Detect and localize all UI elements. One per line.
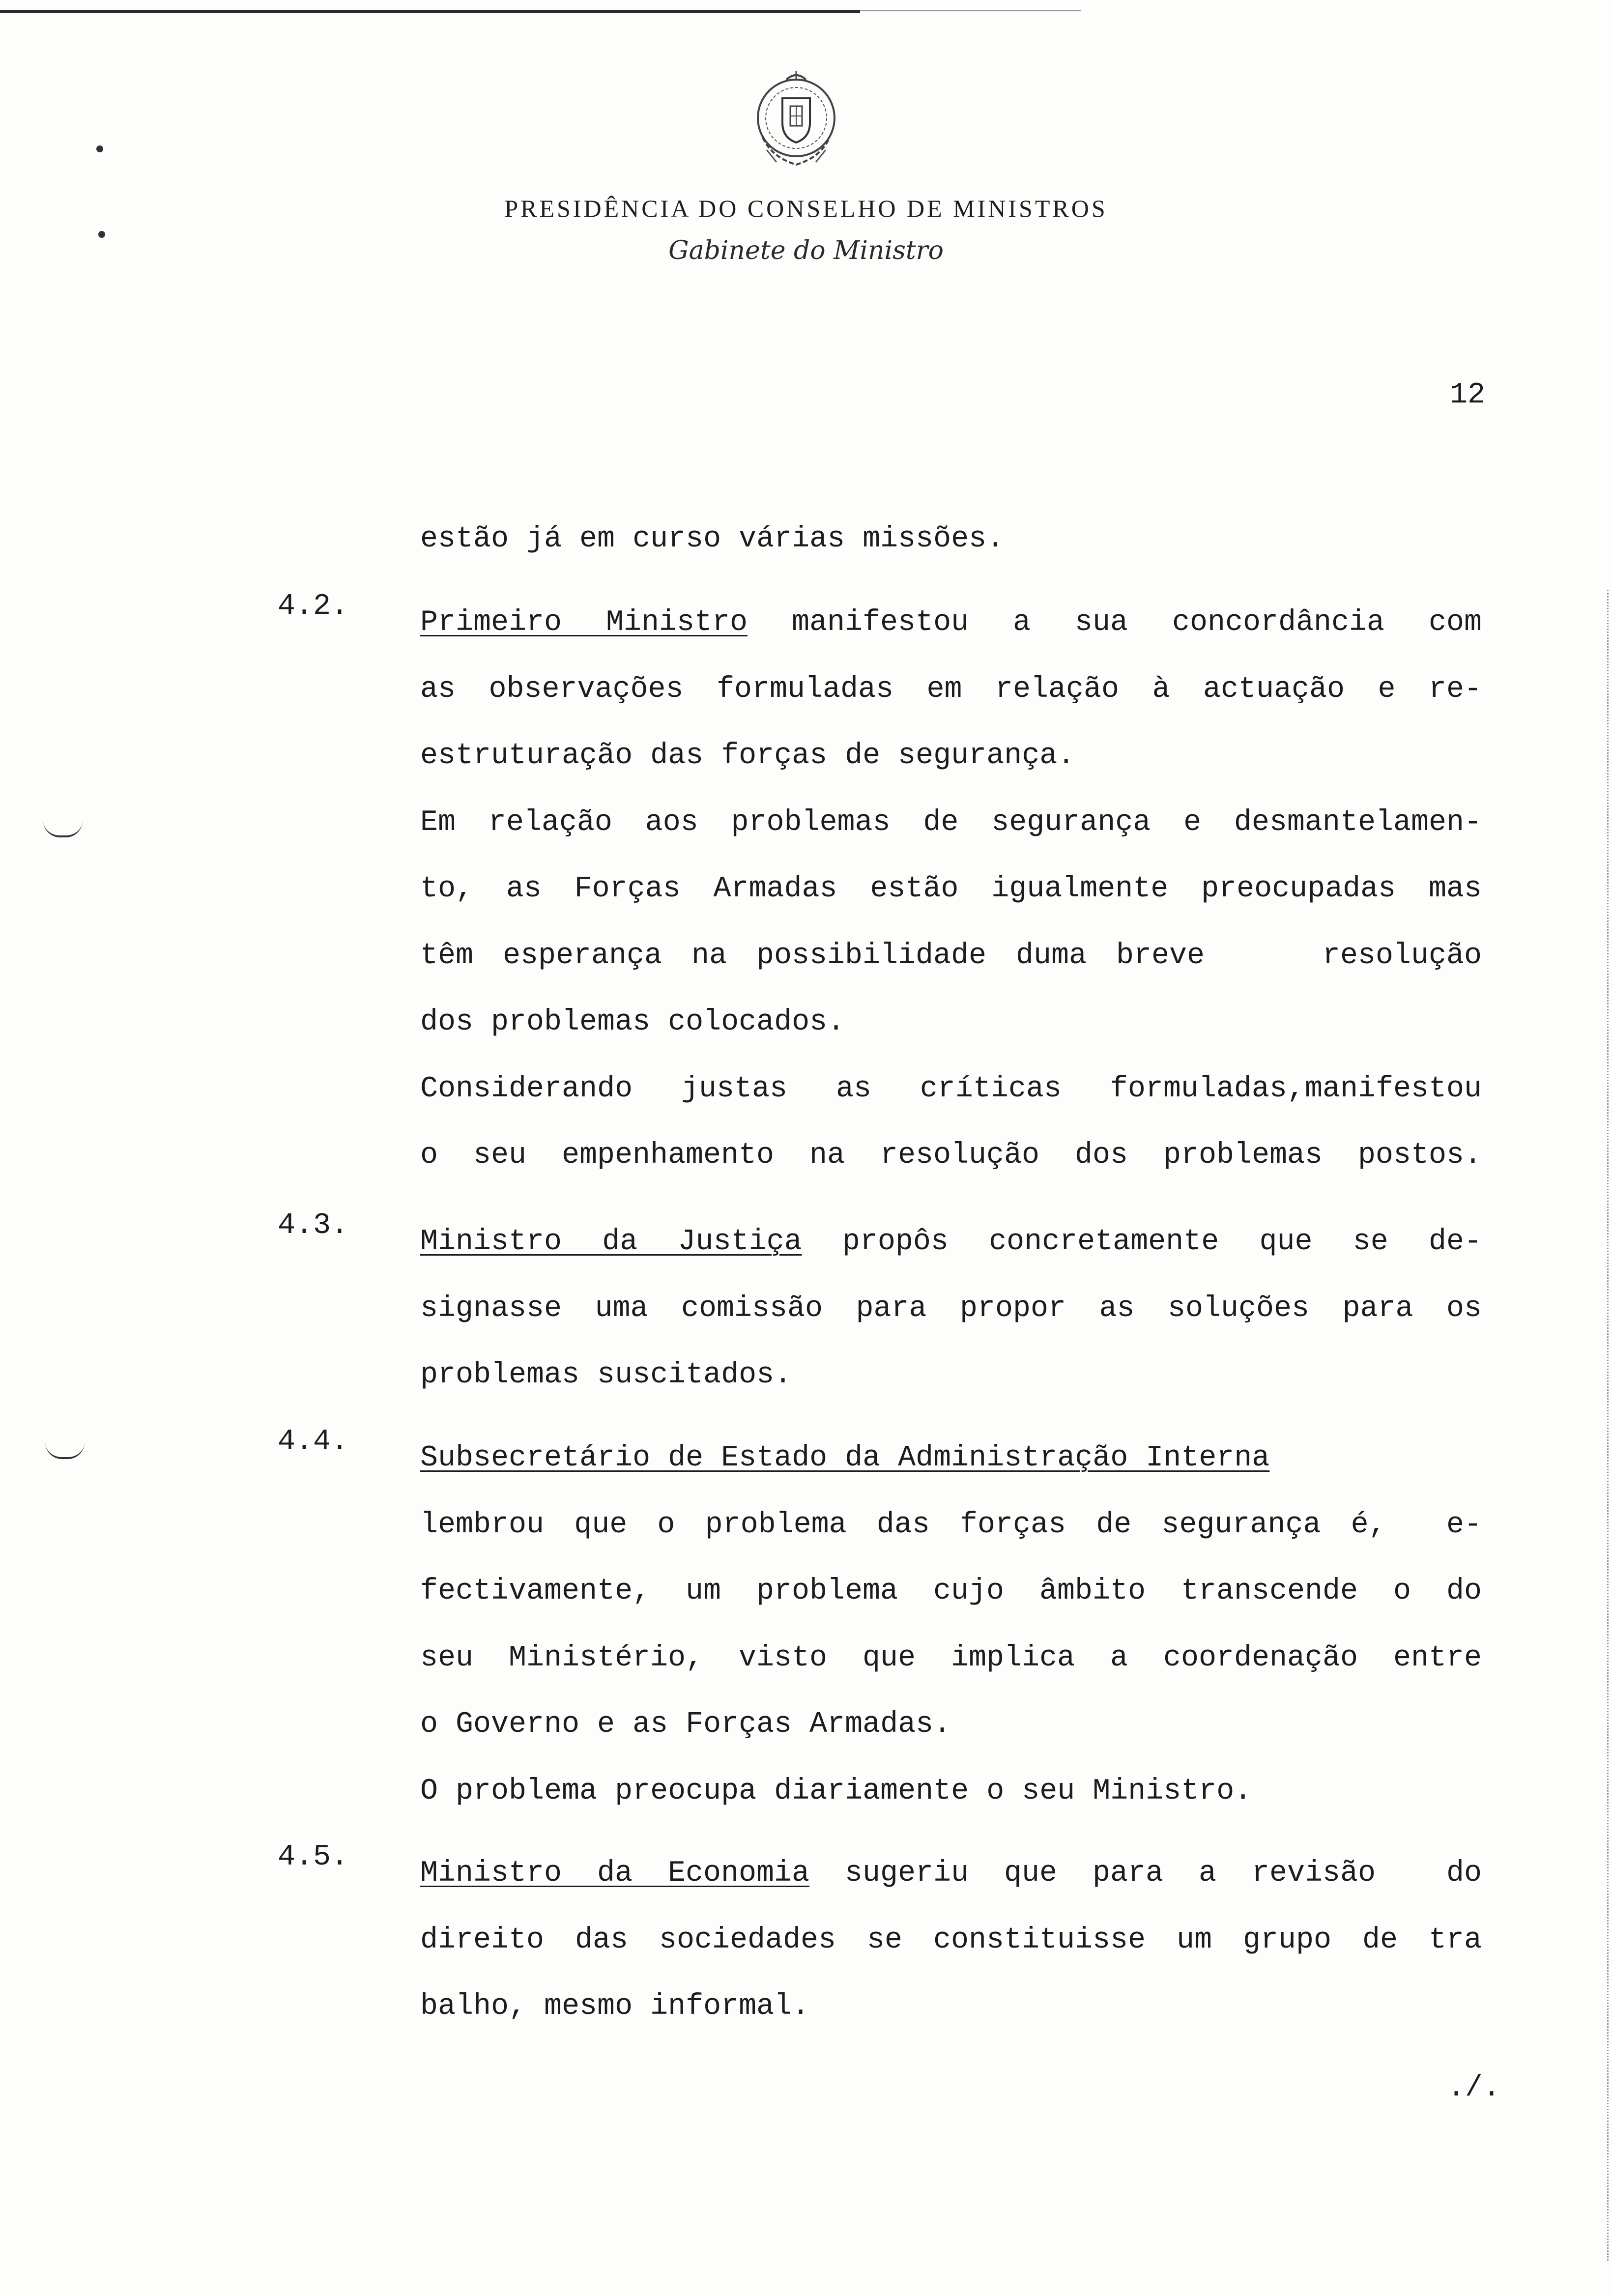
speaker-name: Primeiro Ministro bbox=[420, 606, 748, 639]
text-line: seu Ministério, visto que implica a coordenação entre bbox=[420, 1641, 1482, 1675]
text-line: problemas suscitados. bbox=[420, 1358, 792, 1392]
section-number: 4.4. bbox=[278, 1425, 349, 1459]
margin-pen-mark bbox=[43, 821, 83, 837]
text-line: lembrou que o problema das forças de segurança é, e- bbox=[420, 1508, 1482, 1542]
text-line: to, as Forças Armadas estão igualmente preocupadas mas bbox=[420, 872, 1482, 906]
letterhead-subtitle: Gabinete do Ministro bbox=[668, 236, 944, 265]
continuation-mark: ./. bbox=[1447, 2071, 1501, 2105]
speaker-name: Ministro da Justiça bbox=[420, 1225, 802, 1259]
section-number: 4.3. bbox=[278, 1209, 349, 1242]
letterhead-title: PRESIDÊNCIA DO CONSELHO DE MINISTROS bbox=[504, 195, 1108, 222]
coat-of-arms-seal-icon bbox=[737, 64, 855, 182]
margin-pen-mark bbox=[45, 1442, 85, 1459]
section-4-2 bbox=[420, 590, 1482, 1189]
text-line bbox=[420, 590, 1482, 657]
top-rule bbox=[0, 10, 860, 13]
text-fragment: sugeriu que para a revisão do bbox=[809, 1857, 1482, 1890]
section-number: 4.5. bbox=[278, 1840, 349, 1874]
text-line: dos problemas colocados. bbox=[420, 1005, 845, 1039]
text-line: Em relação aos problemas de segurança e desmantelamen- bbox=[420, 805, 1482, 839]
text-fragment: manifestou a sua concordância com bbox=[748, 606, 1482, 639]
text-line bbox=[420, 1209, 1482, 1276]
text-line: O problema preocupa diariamente o seu Ministro. bbox=[420, 1774, 1252, 1808]
text-line bbox=[420, 1840, 1482, 1907]
text-line: as observações formuladas em relação à actuação e re- bbox=[420, 672, 1482, 706]
text-line: o Governo e as Forças Armadas. bbox=[420, 1708, 951, 1741]
text-line: estão já em curso várias missões. bbox=[420, 522, 1005, 556]
section-4-3 bbox=[420, 1209, 1482, 1409]
text-line: balho, mesmo informal. bbox=[420, 1990, 810, 2023]
speaker-name: Ministro da Economia bbox=[420, 1857, 810, 1890]
section-number: 4.2. bbox=[278, 590, 349, 623]
section-4-4 bbox=[420, 1425, 1482, 1825]
page-edge-dots bbox=[1607, 590, 1611, 2261]
text-line: o seu empenhamento na resolução dos problemas postos. bbox=[420, 1139, 1482, 1172]
text-line: Considerando justas as críticas formuladas,manifestou bbox=[420, 1072, 1482, 1106]
text-line: estruturação das forças de segurança. bbox=[420, 739, 1075, 773]
text-line: têm esperança na possibilidade duma breve resolução bbox=[420, 939, 1482, 973]
opening-paragraph bbox=[420, 506, 1482, 573]
speaker-name: Subsecretário de Estado da Administração Interna bbox=[420, 1441, 1270, 1475]
text-line: signasse uma comissão para propor as soluções para os bbox=[420, 1292, 1482, 1325]
top-rule-faint bbox=[860, 10, 1081, 11]
text-line: fectivamente, um problema cujo âmbito transcende o do bbox=[420, 1575, 1482, 1608]
punch-hole-mark bbox=[96, 145, 103, 152]
page-number: 12 bbox=[1450, 378, 1486, 412]
text-line: direito das sociedades se constituisse um grupo de tra bbox=[420, 1923, 1482, 1957]
section-4-5 bbox=[420, 1840, 1482, 2040]
text-line bbox=[420, 1425, 1482, 1492]
text-fragment: propôs concretamente que se de- bbox=[802, 1225, 1482, 1259]
